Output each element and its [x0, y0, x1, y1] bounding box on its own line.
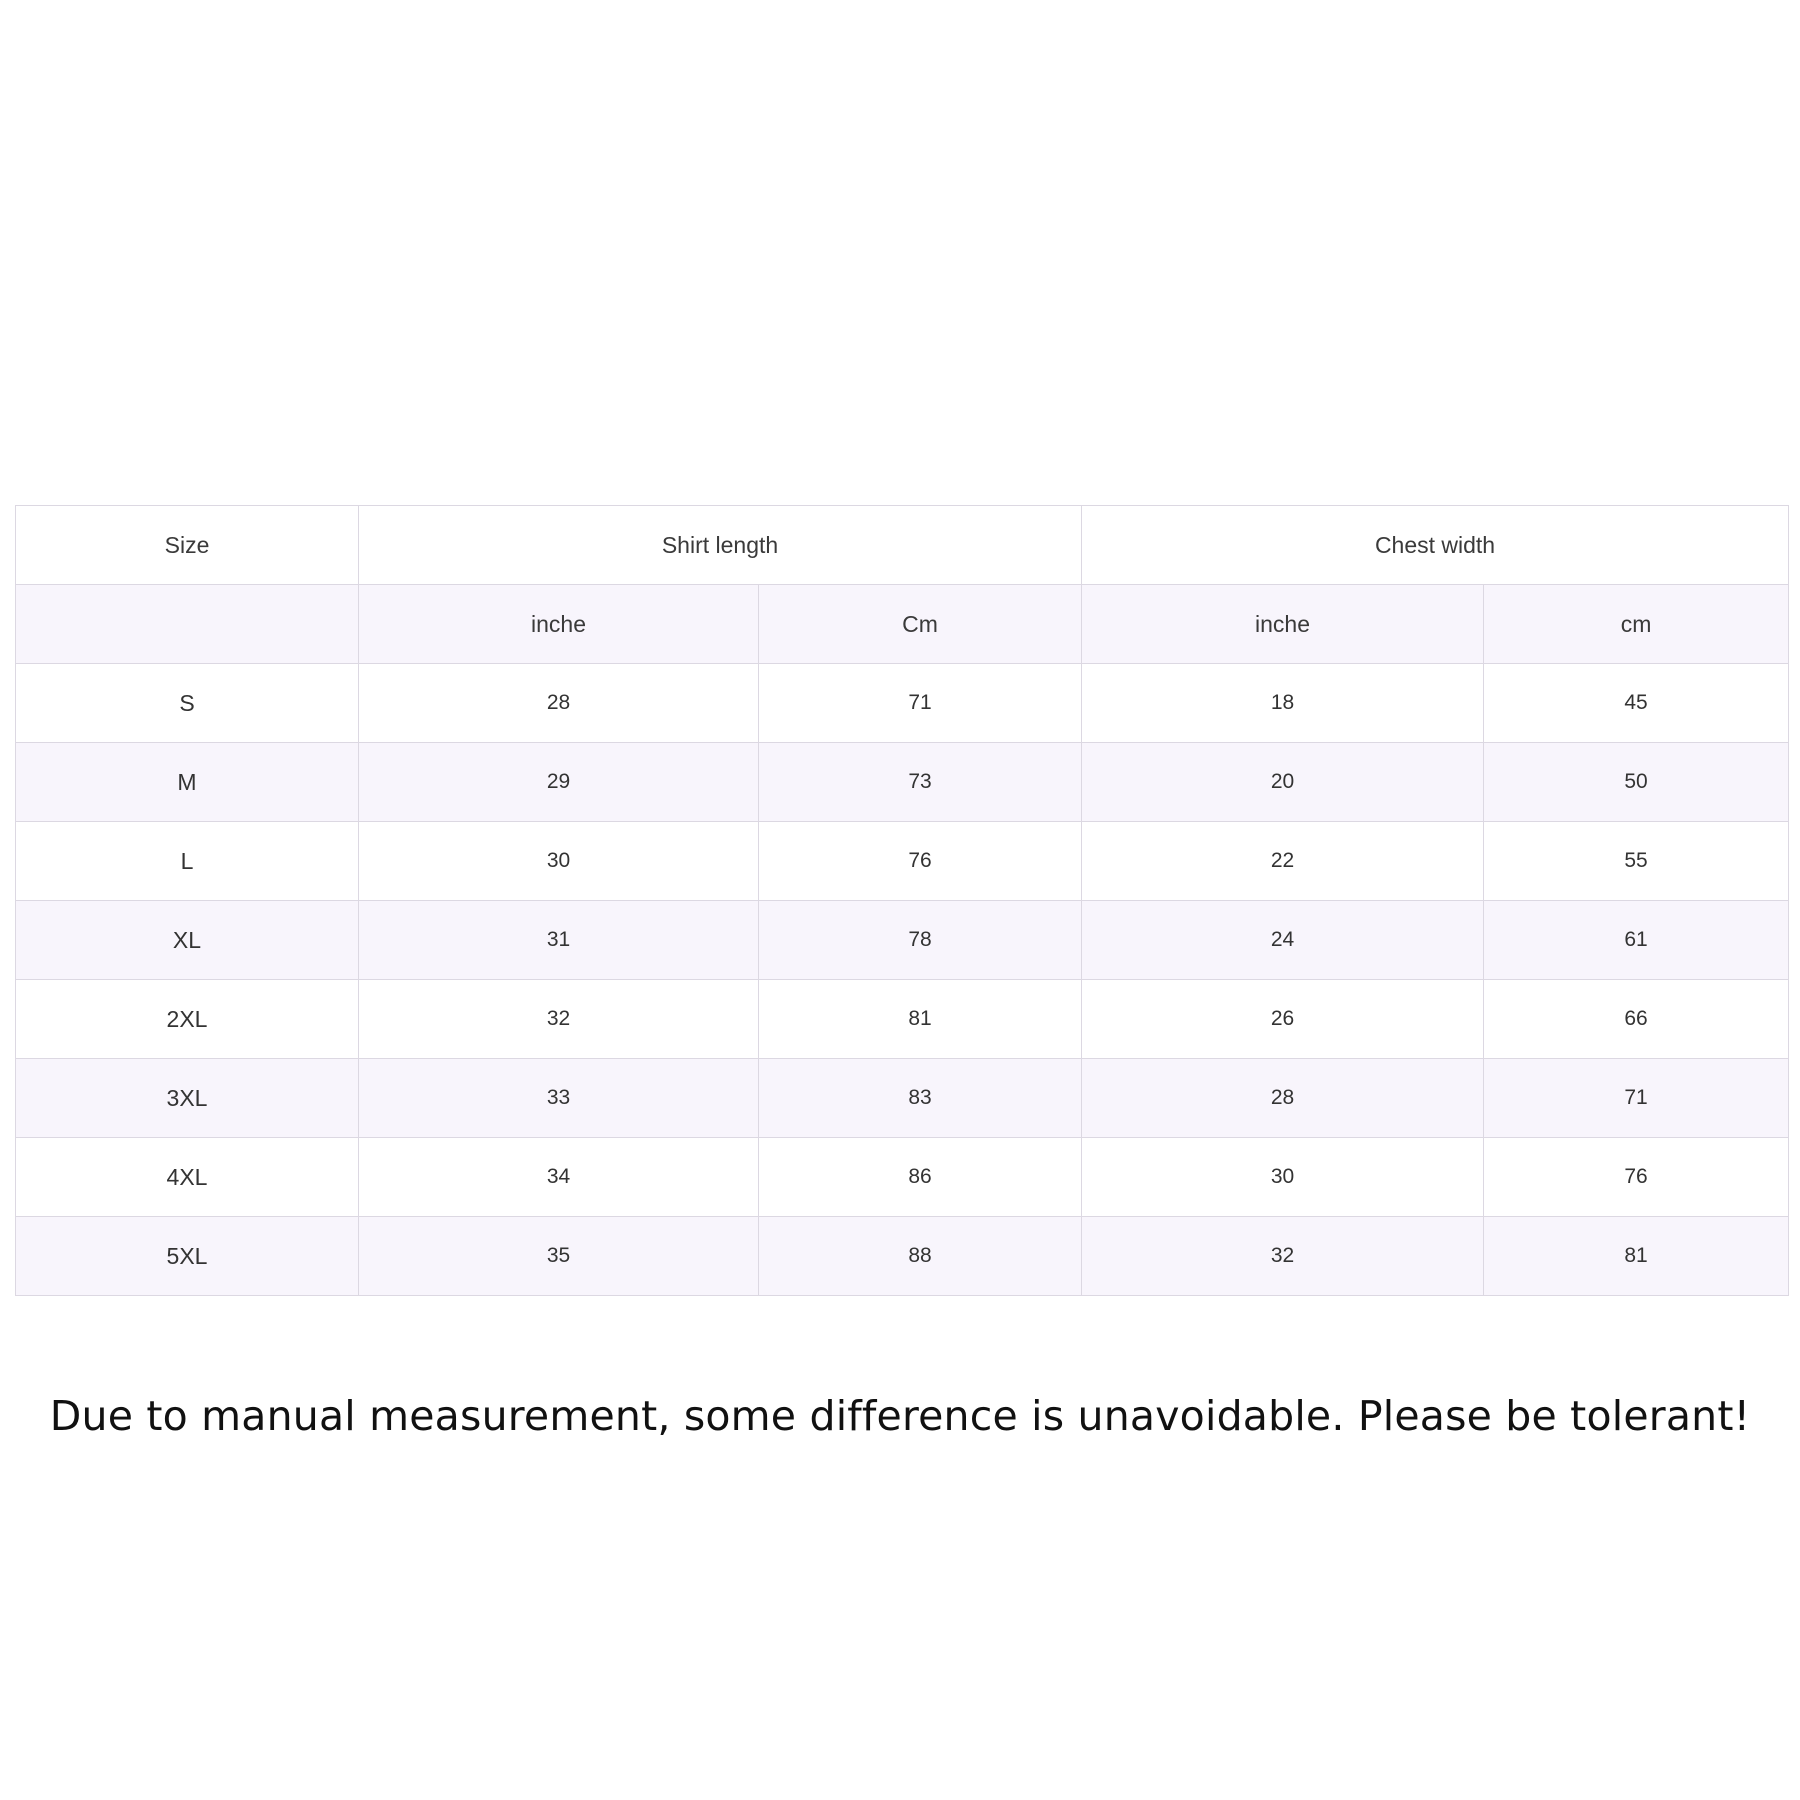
size-cell: S	[16, 664, 359, 743]
chest-cm-cell: 66	[1484, 980, 1789, 1059]
header-row	[16, 506, 1789, 585]
shirt-inch-cell: 29	[359, 743, 759, 822]
size-cell: 3XL	[16, 1059, 359, 1138]
shirt-inch-cell: 34	[359, 1138, 759, 1217]
size-cell: XL	[16, 901, 359, 980]
chest-cm-cell: 61	[1484, 901, 1789, 980]
table-row	[16, 1059, 1789, 1138]
shirt-inch-cell: 33	[359, 1059, 759, 1138]
table-row	[16, 1217, 1789, 1296]
shirt-inch-cell: 28	[359, 664, 759, 743]
shirt-inch-cell: 35	[359, 1217, 759, 1296]
size-cell: 4XL	[16, 1138, 359, 1217]
unit-chest-inch: inche	[1082, 585, 1484, 664]
size-cell: 5XL	[16, 1217, 359, 1296]
shirt-cm-cell: 83	[759, 1059, 1082, 1138]
size-chart-table	[15, 505, 1789, 1296]
table-row	[16, 901, 1789, 980]
header-shirt-length: Shirt length	[359, 506, 1082, 585]
unit-shirt-inch: inche	[359, 585, 759, 664]
unit-chest-cm: cm	[1484, 585, 1789, 664]
header-chest-width: Chest width	[1082, 506, 1789, 585]
unit-shirt-cm: Cm	[759, 585, 1082, 664]
chest-cm-cell: 71	[1484, 1059, 1789, 1138]
chest-inch-cell: 22	[1082, 822, 1484, 901]
chest-inch-cell: 28	[1082, 1059, 1484, 1138]
chest-cm-cell: 45	[1484, 664, 1789, 743]
shirt-cm-cell: 86	[759, 1138, 1082, 1217]
chest-cm-cell: 50	[1484, 743, 1789, 822]
shirt-cm-cell: 81	[759, 980, 1082, 1059]
measurement-notice: Due to manual measurement, some difference is unavoidable. Please be tolerant!	[49, 1392, 1751, 1440]
shirt-cm-cell: 78	[759, 901, 1082, 980]
chest-inch-cell: 24	[1082, 901, 1484, 980]
table-row	[16, 743, 1789, 822]
table-row	[16, 980, 1789, 1059]
chest-cm-cell: 55	[1484, 822, 1789, 901]
shirt-cm-cell: 88	[759, 1217, 1082, 1296]
shirt-inch-cell: 31	[359, 901, 759, 980]
size-chart-body	[16, 506, 1789, 1296]
table-row	[16, 822, 1789, 901]
shirt-cm-cell: 73	[759, 743, 1082, 822]
header-size: Size	[16, 506, 359, 585]
table-row	[16, 664, 1789, 743]
size-cell: 2XL	[16, 980, 359, 1059]
size-cell: L	[16, 822, 359, 901]
shirt-cm-cell: 76	[759, 822, 1082, 901]
shirt-cm-cell: 71	[759, 664, 1082, 743]
table-row	[16, 1138, 1789, 1217]
unit-row	[16, 585, 1789, 664]
size-cell: M	[16, 743, 359, 822]
unit-blank-cell	[16, 585, 359, 664]
chest-inch-cell: 18	[1082, 664, 1484, 743]
chest-inch-cell: 20	[1082, 743, 1484, 822]
chest-cm-cell: 76	[1484, 1138, 1789, 1217]
shirt-inch-cell: 32	[359, 980, 759, 1059]
chest-inch-cell: 32	[1082, 1217, 1484, 1296]
chest-inch-cell: 26	[1082, 980, 1484, 1059]
shirt-inch-cell: 30	[359, 822, 759, 901]
chest-cm-cell: 81	[1484, 1217, 1789, 1296]
chest-inch-cell: 30	[1082, 1138, 1484, 1217]
